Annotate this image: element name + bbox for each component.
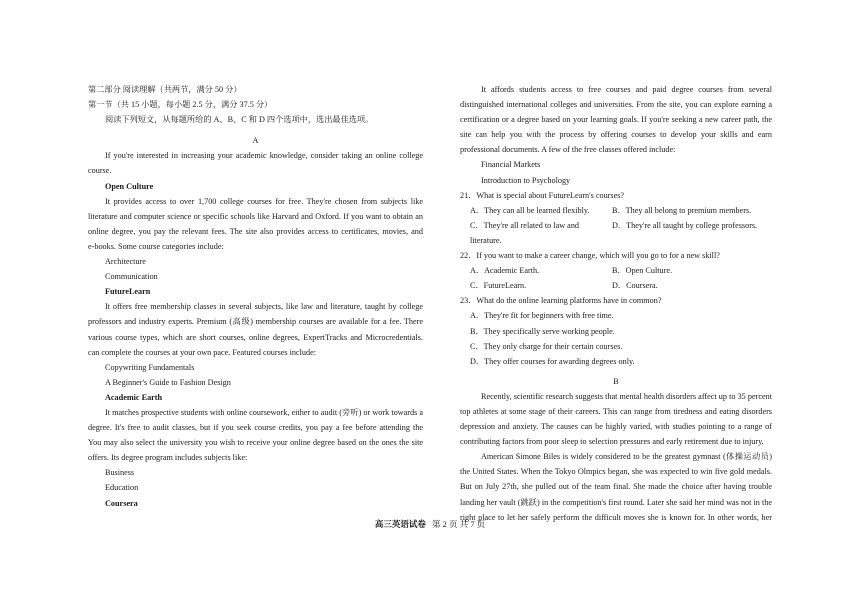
option-c: C．They're all related to law and literature. xyxy=(470,220,580,245)
option-b: B．Open Culture. xyxy=(612,266,673,276)
academic-earth-line-4: offers. Its degree program includes subjects like: xyxy=(88,453,248,463)
option-a: A．They're fit for beginners with free time. xyxy=(470,311,614,321)
right-column xyxy=(460,82,772,525)
academic-earth-heading: Academic Earth xyxy=(105,392,163,402)
passage-a-letter: A xyxy=(252,136,259,146)
futurelearn-item-1: Copywriting Fundamentals xyxy=(105,362,195,372)
option-d: D．They offer courses for awarding degrees only. xyxy=(470,356,635,366)
option-d: D．They're all taught by college professors. xyxy=(612,220,758,230)
futurelearn-item-2: A Beginner's Guide to Fashion Design xyxy=(105,377,231,387)
coursera-line-4: site can help you with the process by offering courses to develop your skills and earn xyxy=(460,130,772,140)
option-b: B．They specifically serve working people. xyxy=(470,326,615,336)
question-22: 22．If you want to make a career change, which will you go to for a new skill? xyxy=(460,251,720,261)
open-culture-line-3: online degree, you pay the relevant fees. The site also provides access to certificates, movies, and xyxy=(88,226,423,236)
option-c: C．FutureLearn. xyxy=(470,281,527,291)
coursera-heading: Coursera xyxy=(105,498,138,508)
intro-line-2: course. xyxy=(88,166,112,176)
passage-b-line-1: Recently, scientific research suggests that mental health disorders affect up to 35 percent xyxy=(481,391,772,401)
passage-b-line-3: depression and anxiety. The causes can be highly varied, with studies pointing to a range of xyxy=(460,422,772,432)
option-b: B．They all belong to premium members. xyxy=(612,205,752,215)
futurelearn-line-4: can complete the courses at your own pace. Featured courses include: xyxy=(88,347,317,357)
open-culture-line-4: e-books. Some course categories include: xyxy=(88,241,224,251)
academic-earth-line-1: It matches prospective students with online coursework, either to audit (旁听) or work towards a xyxy=(105,407,423,417)
coursera-line-1: It affords students access to free courses and paid degree courses from several xyxy=(481,85,772,94)
passage-b-line-7: But on July 27th, she pulled out of the team final. She made the choice after having trouble xyxy=(460,482,772,492)
question-22-options-row-2 xyxy=(460,278,772,293)
passage-b-line-6: the United States. When the Tokyo Olmpics began, she was expected to win five gold medals. xyxy=(460,467,772,477)
passage-b-line-4: contributing factors from poor sleep to selection pressures and early retirement due to injury. xyxy=(460,437,764,447)
coursera-line-5: professional documents. A few of the free classes offered include: xyxy=(460,145,676,155)
academic-earth-item-1: Business xyxy=(105,468,135,478)
futurelearn-line-1: It offers free membership classes in several subjects, like law and literature, taught by college xyxy=(105,302,423,312)
coursera-line-3: certification or a degree based on your learning goals. If you're seeking a new career path, the xyxy=(460,115,772,125)
open-culture-heading: Open Culture xyxy=(105,181,154,191)
part-title: 第二部分 阅读理解（共两节，满分 50 分） xyxy=(88,85,242,94)
futurelearn-heading: FutureLearn xyxy=(105,287,151,297)
question-21: 21．What is special about FutureLearn's courses? xyxy=(460,190,625,200)
instruction: 阅读下列短文，从每题所给的 A、B、C 和 D 四个选项中，选出最佳选项。 xyxy=(105,115,374,125)
academic-earth-line-3: You may also select the university you wish to receive your online degree based on the ones the site xyxy=(88,438,423,448)
coursera-item-1: Financial Markets xyxy=(481,160,541,170)
academic-earth-line-2: degree. It's free to audit classes, but if you seek course credits, you pay a fee before attending the xyxy=(88,423,423,433)
page-number: 第 2 页 共 7 页 xyxy=(432,519,486,529)
question-22-options-row-1 xyxy=(460,263,772,278)
question-21-options-row-2 xyxy=(460,218,772,248)
open-culture-item-2: Communication xyxy=(105,272,158,282)
open-culture-item-1: Architecture xyxy=(105,257,146,267)
open-culture-line-1: It provides access to over 1,700 college courses for free. They're chosen from subjects like xyxy=(105,196,423,206)
exam-name: 高三英语试卷 xyxy=(374,519,426,529)
passage-b-line-8: landing her vault (跳跃) in the competition's first round. Later she said her mind was not in the xyxy=(460,497,772,507)
option-a: A．Academic Earth. xyxy=(470,266,540,276)
coursera-item-2: Introduction to Psychology xyxy=(481,175,571,185)
page-footer xyxy=(0,518,860,530)
coursera-line-2: distinguished international colleges and universities. From the site, you can explore earning a xyxy=(460,100,772,110)
option-a: A．They can all be learned flexibly. xyxy=(470,205,590,215)
question-21-options-row-1 xyxy=(460,203,772,218)
option-d: D．Coursera. xyxy=(612,281,658,291)
question-23: 23．What do the online learning platforms have in common? xyxy=(460,296,662,306)
futurelearn-line-3: various course types, which are short courses, online degrees, ExpertTracks and Microcredentials. xyxy=(88,332,423,342)
intro-line-1: If you're interested in increasing your academic knowledge, consider taking an online college xyxy=(105,151,423,161)
academic-earth-item-2: Education xyxy=(105,483,139,493)
passage-b-line-9: right place to let her safely perform the difficult moves she is known for. In other words, her xyxy=(460,512,772,522)
section-title: 第一节（共 15 小题，每小题 2.5 分，满分 37.5 分） xyxy=(88,100,273,110)
left-column xyxy=(88,82,423,511)
futurelearn-line-2: professors and industry experts. Premium (高级) membership courses are available for a fee. There xyxy=(88,317,423,327)
passage-b-letter: B xyxy=(613,376,619,386)
passage-b-line-2: top athletes at some stage of their careers. This can range from tiredness and eating disorders xyxy=(460,406,772,416)
open-culture-line-2: literature and computer science or specific schools like Harvard and Oxford. If you want to obtain an xyxy=(88,211,423,221)
option-c: C．They only charge for their certain courses. xyxy=(470,341,623,351)
passage-b-line-5: American Simone Biles is widely considered to be the greatest gymnast (体操运动员) xyxy=(481,452,772,462)
